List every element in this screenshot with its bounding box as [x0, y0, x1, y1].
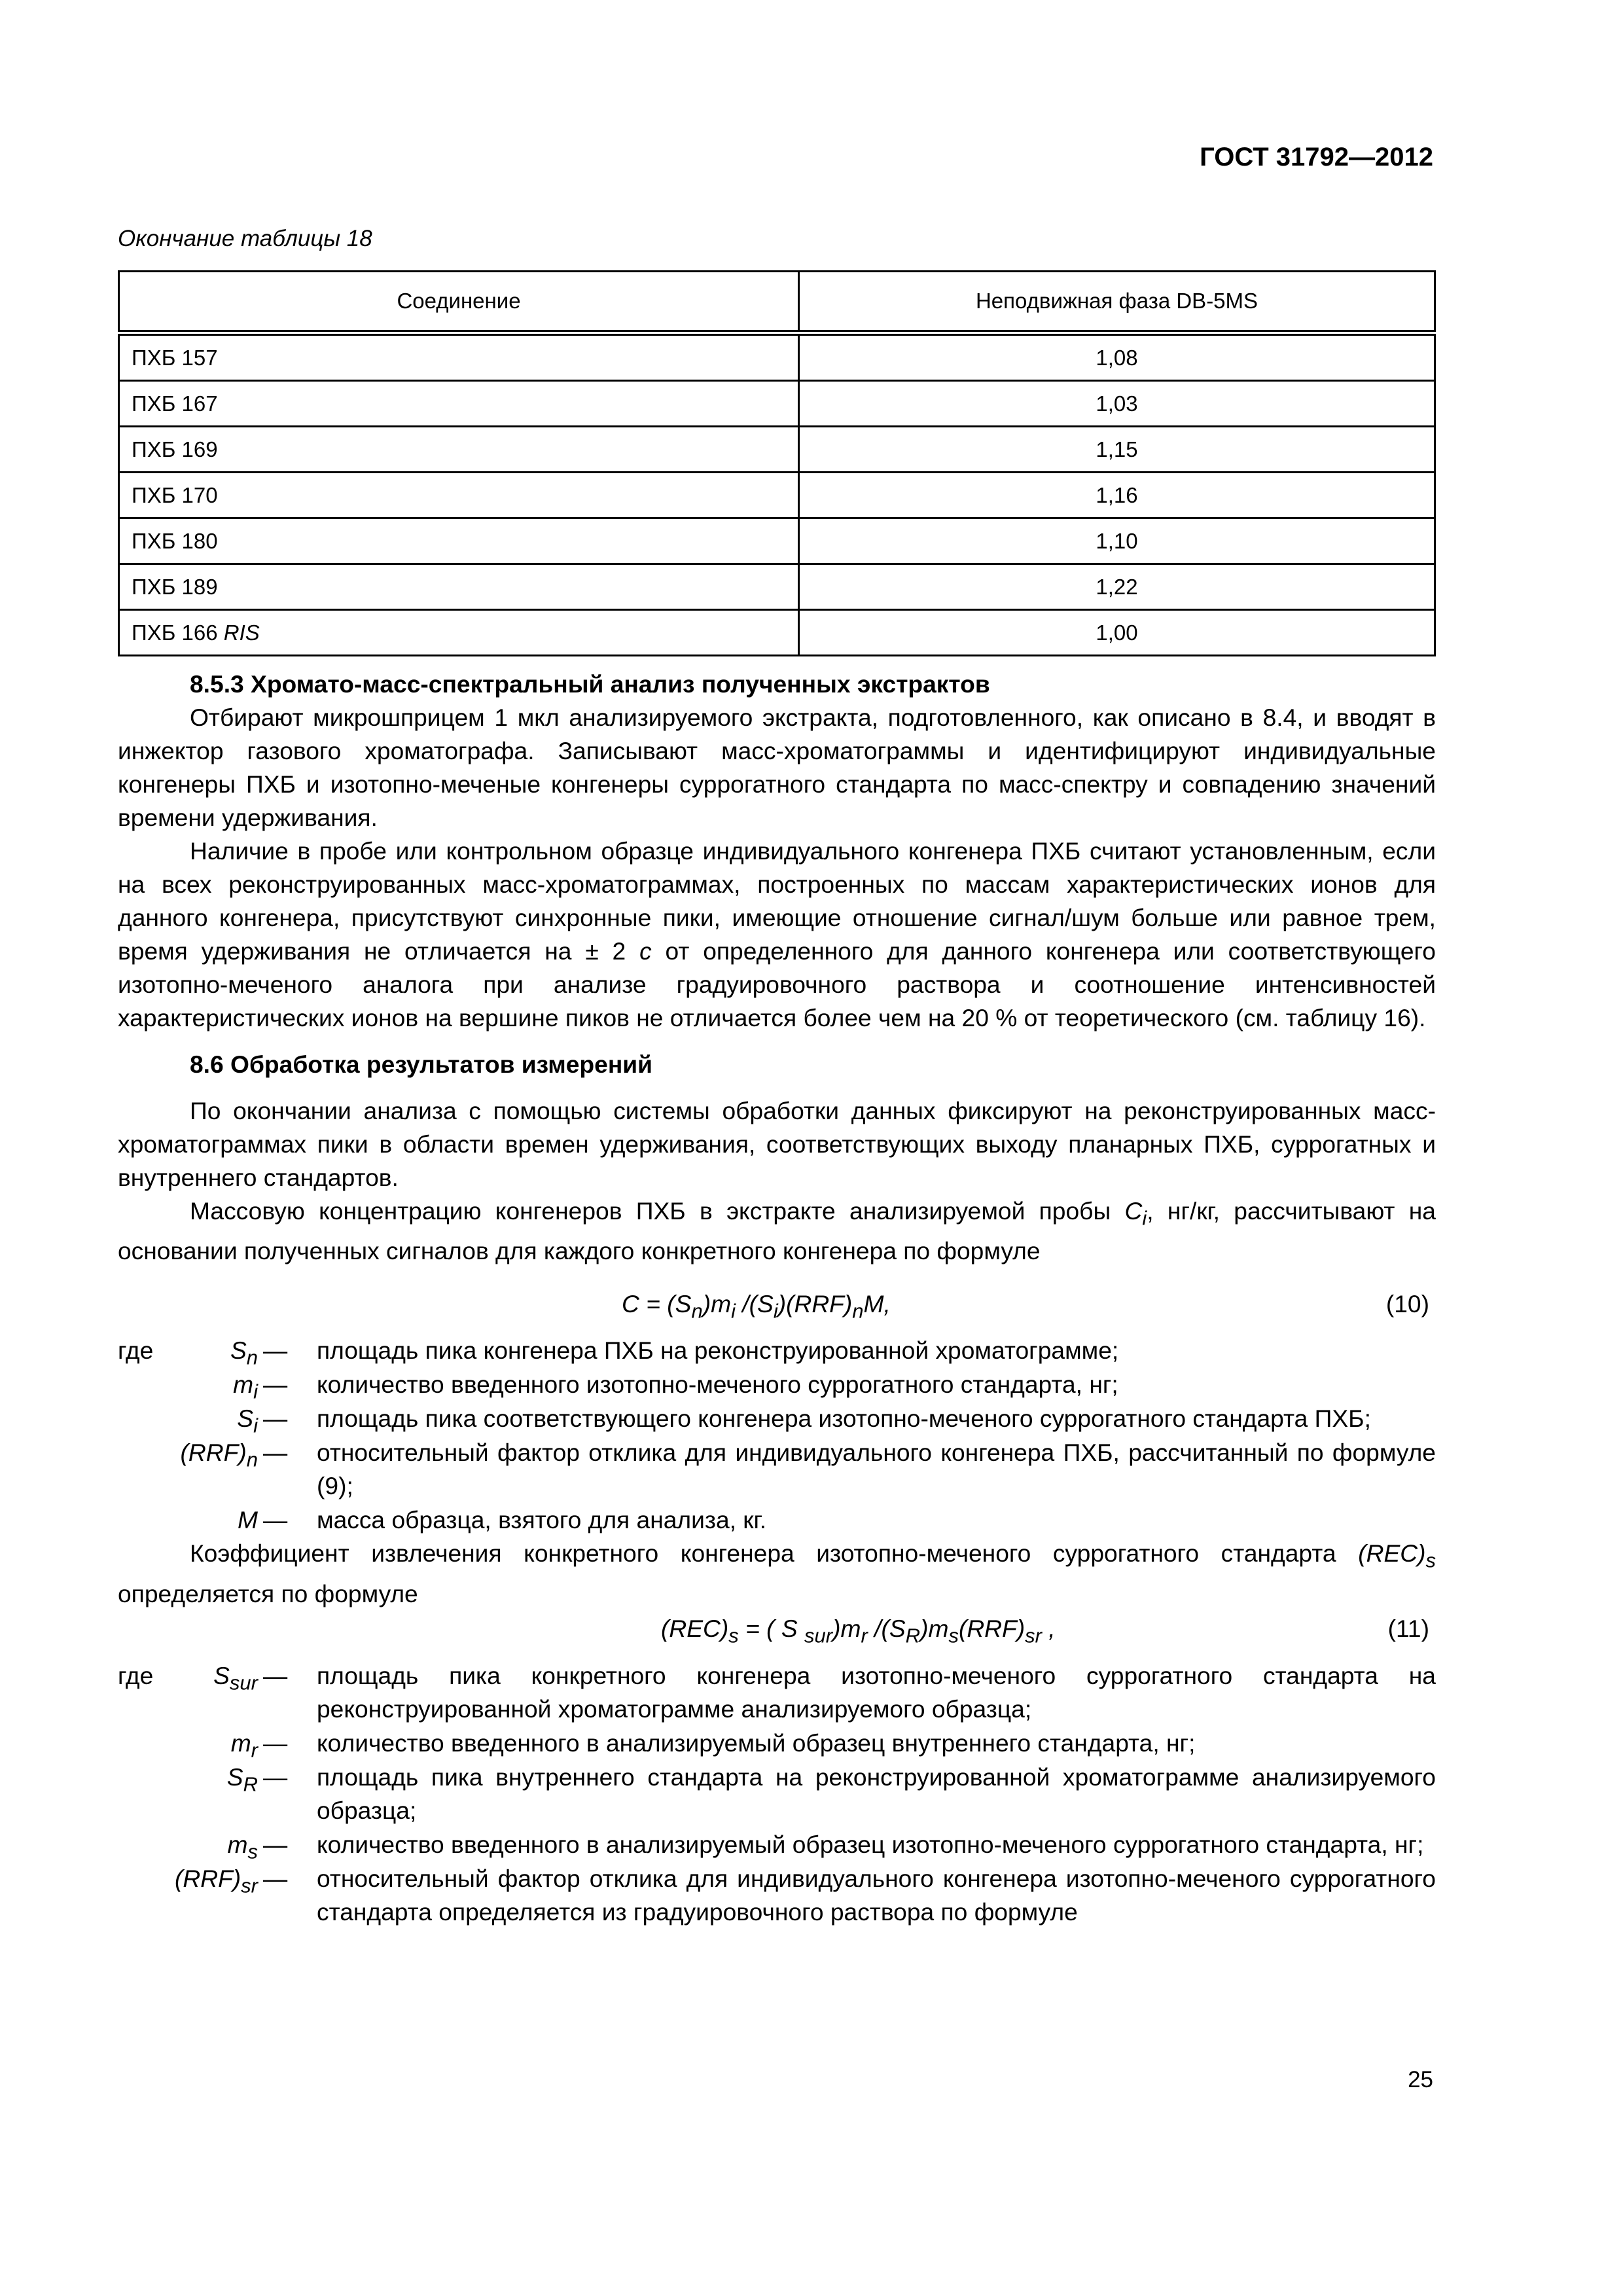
value-cell: 1,15 [799, 427, 1435, 473]
definition-row [118, 1727, 1436, 1760]
table-caption: Окончание таблицы 18 [118, 226, 372, 251]
formula-11 [118, 1611, 1436, 1651]
definition-text: относительный фактор отклика для индивидуального конгенера ПХБ, рассчитанный по формуле (9); [317, 1439, 1436, 1500]
value-cell: 1,22 [799, 564, 1435, 610]
page-number: 25 [1408, 2067, 1433, 2092]
formula-11-definitions [118, 1659, 1436, 1929]
formula-11-number: (11) [1387, 1614, 1429, 1642]
compound-cell: ПХБ 166 RIS [119, 610, 799, 656]
definition-dash: — [263, 1864, 288, 1892]
definition-row [118, 1761, 1436, 1827]
definition-row [118, 1862, 1436, 1929]
compound-cell: ПХБ 157 [119, 333, 799, 381]
definition-dash: — [263, 1763, 288, 1791]
formula-10-number: (10) [1385, 1290, 1429, 1318]
formula-10-expression: $C = (S_n)m_i$ $/(S_i)(RRF)_nM$, [622, 1290, 891, 1323]
paragraph: Массовую концентрацию конгенеров ПХБ в экстракте анализируемой пробы $C_i$, нг/кг, рассчитывают на основании полученных сигналов для каждого конкретного конгенера по формуле [118, 1197, 1436, 1265]
definition-text: площадь пика внутреннего стандарта на реконструированной хроматограмме анализируемого образца; [317, 1763, 1436, 1824]
formula-11-expression: $(REC)_s$ = ( S $_{sur})m_r$ $/(S_R)m_s(RRF)_{sr}$ , [661, 1614, 1056, 1647]
paragraph: По окончании анализа с помощью системы обработки данных фиксируют на реконструированных масс-хроматограммах пики в области времен удерживания, соответствующих выходу планарных ПХБ, суррогатных и внутреннего стандартов. [118, 1097, 1436, 1191]
compound-cell: ПХБ 167 [119, 381, 799, 427]
table-row [119, 427, 1435, 473]
definition-symbol: $m_r$ [230, 1729, 258, 1762]
definition-dash: — [263, 1405, 288, 1433]
compound-cell: ПХБ 189 [119, 564, 799, 610]
compound-cell: ПХБ 169 [119, 427, 799, 473]
definition-row [118, 1659, 1436, 1726]
table-row [119, 518, 1435, 564]
table-row [119, 333, 1435, 381]
definition-row [118, 1334, 1436, 1367]
definition-symbol: $S_i$ [237, 1405, 258, 1437]
formula-10 [118, 1268, 1436, 1333]
table-row [119, 473, 1435, 518]
definition-symbol: M [238, 1506, 258, 1534]
compound-cell: ПХБ 170 [119, 473, 799, 518]
definition-dash: — [263, 1729, 288, 1757]
definition-text: относительный фактор отклика для индивидуального конгенера изотопно-меченого суррогатного стандарта определяется из градуировочного раствора по формуле [317, 1864, 1436, 1926]
definition-row [118, 1402, 1436, 1435]
table-row [119, 610, 1435, 656]
main-text [118, 668, 1436, 1929]
table-18 [118, 270, 1436, 656]
paragraph: Наличие в пробе или контрольном образце индивидуального конгенера ПХБ считают установленным, если на всех реконструированных масс-хроматограммах, построенных по массам характеристических ионов для данного конгенера, присутствуют синхронные пики, имеющие отношение сигнал/шум больше или равное трем, время удерживания не отличается на ± 2 с от определенного для данного конгенера или соответствующего изотопно-меченого аналога при анализе градуировочного раствора и соотношение интенсивностей характеристических ионов на вершине пиков не отличается более чем на 20 % от теоретического (см. таблицу 16). [118, 837, 1436, 1031]
value-cell: 1,16 [799, 473, 1435, 518]
value-cell: 1,03 [799, 381, 1435, 427]
paragraph: Коэффициент извлечения конкретного конгенера изотопно-меченого суррогатного стандарта $(REC)_s$ определяется по формуле [118, 1539, 1436, 1607]
definition-row [118, 1368, 1436, 1401]
definition-dash: — [263, 1336, 288, 1365]
definition-text: площадь пика соответствующего конгенера изотопно-меченого суррогатного стандарта ПХБ; [317, 1405, 1371, 1433]
section-heading-8-6: 8.6 Обработка результатов измерений [190, 1050, 652, 1078]
formula-10-definitions [118, 1334, 1436, 1537]
table-row [119, 381, 1435, 427]
compound-cell: ПХБ 180 [119, 518, 799, 564]
definition-symbol: $S_R$ [226, 1763, 258, 1796]
definition-dash: — [263, 1506, 288, 1534]
definition-symbol: $(RRF)_n$ [180, 1439, 258, 1471]
definition-dash: — [263, 1661, 288, 1689]
definition-text: масса образца, взятого для анализа, кг. [317, 1506, 766, 1534]
section-heading-8-5-3: 8.5.3 Хромато-масс-спектральный анализ полученных экстрактов [190, 670, 990, 698]
value-cell: 1,08 [799, 333, 1435, 381]
definition-symbol: где $S_{sur}$ [118, 1661, 258, 1695]
definition-text: площадь пика конгенера ПХБ на реконструированной хроматограмме; [317, 1336, 1119, 1365]
value-cell: 1,10 [799, 518, 1435, 564]
definition-dash: — [263, 1830, 288, 1858]
definition-text: количество введенного в анализируемый образец внутреннего стандарта, нг; [317, 1729, 1196, 1757]
definition-text: количество введенного изотопно-меченого суррогатного стандарта, нг; [317, 1371, 1118, 1399]
definition-symbol: $m_i$ [233, 1371, 258, 1403]
definition-symbol: $m_s$ [227, 1830, 258, 1863]
column-header-phase: Неподвижная фаза DB-5MS [799, 272, 1435, 333]
definition-row [118, 1503, 1436, 1537]
table-header-row [119, 272, 1435, 333]
definition-row [118, 1828, 1436, 1861]
definition-dash: — [263, 1371, 288, 1399]
definition-row [118, 1436, 1436, 1503]
definition-symbol: где $S_n$ [118, 1336, 258, 1369]
definition-symbol: $(RRF)_{sr}$ [174, 1864, 258, 1897]
paragraph: Отбирают микрошприцем 1 мкл анализируемого экстракта, подготовленного, как описано в 8.4, и вводят в инжектор газового хроматографа. Записывают масс-хроматограммы и идентифицируют индивидуальные конгенеры ПХБ и изотопно-меченые конгенеры суррогатного стандарта по масс-спектру и совпадению значений времени удерживания. [118, 704, 1436, 831]
definition-dash: — [263, 1439, 288, 1467]
table-row [119, 564, 1435, 610]
definition-text: количество введенного в анализируемый образец изотопно-меченого суррогатного стандарта, нг; [317, 1830, 1424, 1858]
standard-header: ГОСТ 31792—2012 [1200, 143, 1433, 171]
column-header-compound: Соединение [119, 272, 799, 333]
value-cell: 1,00 [799, 610, 1435, 656]
definition-text: площадь пика конкретного конгенера изотопно-меченого суррогатного стандарта на реконструированной хроматограмме анализируемого образца; [317, 1661, 1436, 1723]
